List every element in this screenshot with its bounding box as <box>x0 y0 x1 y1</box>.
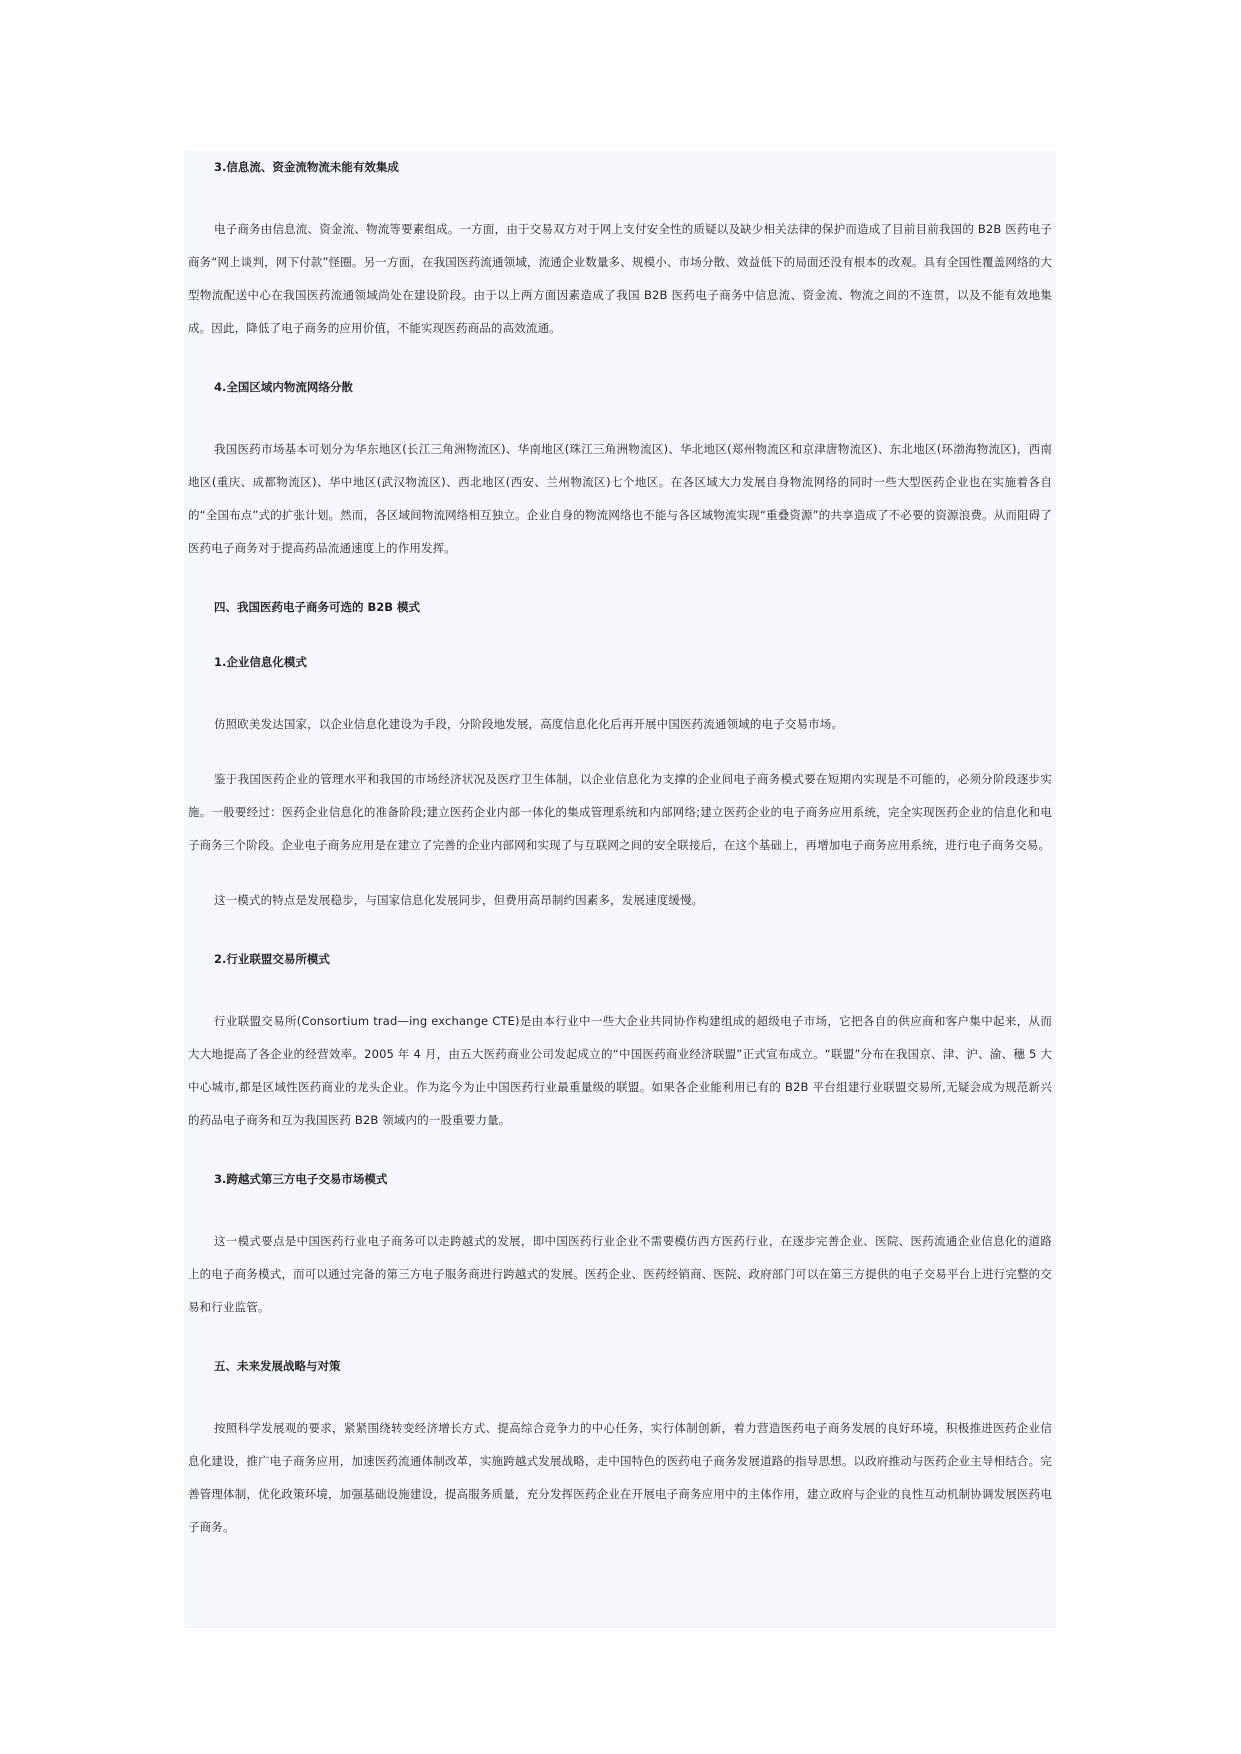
paragraph-mode-2: 行业联盟交易所(Consortium trad—ing exchange CTE)是由本行业中一些大企业共同协作构建组成的超级电子市场，它把各自的供应商和客户集中起来，从而大大地提高了各企业的经营效率。2005 年 4 月，由五大医药商业公司发起成立的“中国医药商业经济联盟”正式宣布成立。“联盟”分布在我国京、津、沪、渝、穗 5 大中心城市,都是区域性医药商业的龙头企业。作为迄今为止中国医药行业最重量级的联盟。如果各企业能利用已有的 B2B 平台组建行业联盟交易所,无疑会成为规范新兴的药品电子商务和互为我国医药 B2B 领域内的一股重要力量。 <box>188 1014 1052 1127</box>
paragraph-mode-1-summary: 这一模式的特点是发展稳步，与国家信息化发展同步，但费用高昂制约因素多，发展速度缓慢。 <box>214 893 704 907</box>
article-body <box>188 150 1052 1544</box>
paragraph-logistics: 我国医药市场基本可划分为华东地区(长江三角洲物流区)、华南地区(珠江三角洲物流区)、华北地区(郑州物流区和京津唐物流区)、东北地区(环渤海物流区)，西南地区(重庆、成都物流区)、华中地区(武汉物流区)、西北地区(西安、兰州物流区)七个地区。在各区域大力发展自身物流网络的同时一些大型医药企业也在实施着各自的“全国布点”式的扩张计划。然而，各区域间物流网络相互独立。企业自身的物流网络也不能与各区域物流实现“重叠资源”的共享造成了不必要的资源浪费。从而阻碍了医药电子商务对于提高药品流通速度上的作用发挥。 <box>188 442 1052 555</box>
paragraph-mode-1-detail: 鉴于我国医药企业的管理水平和我国的市场经济状况及医疗卫生体制，以企业信息化为支撑的企业间电子商务模式要在短期内实现是不可能的，必须分阶段逐步实施。一般要经过：医药企业信息化的准备阶段;建立医药企业内部一体化的集成管理系统和内部网络;建立医药企业的电子商务应用系统，完全实现医药企业的信息化和电子商务三个阶段。企业电子商务应用是在建立了完善的企业内部网和实现了与互联网之间的安全联接后，在这个基础上，再增加电子商务应用系统，进行电子商务交易。 <box>188 772 1052 852</box>
section-heading-info-flow: 3.信息流、资金流物流未能有效集成 <box>214 160 399 174</box>
section-heading-mode-2: 2.行业联盟交易所模式 <box>214 952 330 966</box>
paragraph-info-flow: 电子商务由信息流、资金流、物流等要素组成。一方面，由于交易双方对于网上支付安全性的质疑以及缺少相关法律的保护而造成了目前目前我国的 B2B 医药电子商务“网上谈判，网下付款”怪圈。另一方面，在我国医药流通领域，流通企业数量多、规模小、市场分散、效益低下的局面还没有根本的改观。具有全国性覆盖网络的大型物流配送中心在我国医药流通领域尚处在建设阶段。由于以上两方面因素造成了我国 B2B 医药电子商务中信息流、资金流、物流之间的不连贯，以及不能有效地集成。因此，降低了电子商务的应用价值，不能实现医药商品的高效流通。 <box>188 222 1052 335</box>
paragraph-mode-1-intro: 仿照欧美发达国家，以企业信息化建设为手段，分阶段地发展，高度信息化化后再开展中国医药流通领域的电子交易市场。 <box>214 717 844 731</box>
section-heading-logistics: 4.全国区域内物流网络分散 <box>214 380 353 394</box>
section-heading-mode-3: 3.跨越式第三方电子交易市场模式 <box>214 1172 388 1186</box>
chapter-heading-strategy: 五、未来发展战略与对策 <box>214 1359 341 1373</box>
chapter-heading-b2b-modes: 四、我国医药电子商务可选的 B2B 模式 <box>214 600 421 614</box>
section-heading-mode-1: 1.企业信息化模式 <box>214 655 307 669</box>
paragraph-mode-3: 这一模式要点是中国医药行业电子商务可以走跨越式的发展，即中国医药行业企业不需要模仿西方医药行业，在逐步完善企业、医院、医药流通企业信息化的道路上的电子商务模式，而可以通过完备的第三方电子服务商进行跨越式的发展。医药企业、医药经销商、医院、政府部门可以在第三方提供的电子交易平台上进行完整的交易和行业监管。 <box>188 1234 1052 1314</box>
paragraph-strategy: 按照科学发展观的要求，紧紧围绕转变经济增长方式、提高综合竞争力的中心任务，实行体制创新，着力营造医药电子商务发展的良好环境，积极推进医药企业信息化建设，推广电子商务应用，加速医药流通体制改革，实施跨越式发展战略，走中国特色的医药电子商务发展道路的指导思想。以政府推动与医药企业主导相结合。完善管理体制，优化政策环境，加强基础设施建设，提高服务质量，充分发挥医药企业在开展电子商务应用中的主体作用，建立政府与企业的良性互动机制协调发展医药电子商务。 <box>188 1421 1052 1534</box>
